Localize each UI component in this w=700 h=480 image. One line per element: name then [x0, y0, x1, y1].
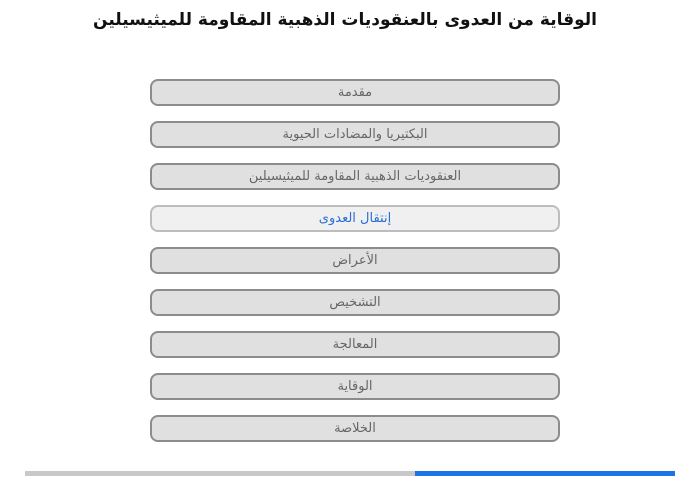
progress-bar — [25, 471, 675, 476]
menu-item-symptoms[interactable]: الأعراض — [150, 247, 560, 274]
menu-item-introduction[interactable]: مقدمة — [150, 79, 560, 106]
menu-item-diagnosis[interactable]: التشخيص — [150, 289, 560, 316]
menu-item-bacteria-antibiotics[interactable]: البكتيريا والمضادات الحيوية — [150, 121, 560, 148]
page-title: الوقاية من العدوى بالعنقوديات الذهبية المقاومة للميثيسيلين — [93, 10, 597, 30]
menu-item-mrsa[interactable]: العنقوديات الذهبية المقاومة للميثيسيلين — [150, 163, 560, 190]
progress-bar-fill — [415, 471, 675, 476]
menu-item-summary[interactable]: الخلاصة — [150, 415, 560, 442]
menu-item-treatment[interactable]: المعالجة — [150, 331, 560, 358]
menu-item-transmission[interactable]: إنتقال العدوى — [150, 205, 560, 232]
menu-item-prevention[interactable]: الوقاية — [150, 373, 560, 400]
chapter-menu — [150, 79, 560, 457]
